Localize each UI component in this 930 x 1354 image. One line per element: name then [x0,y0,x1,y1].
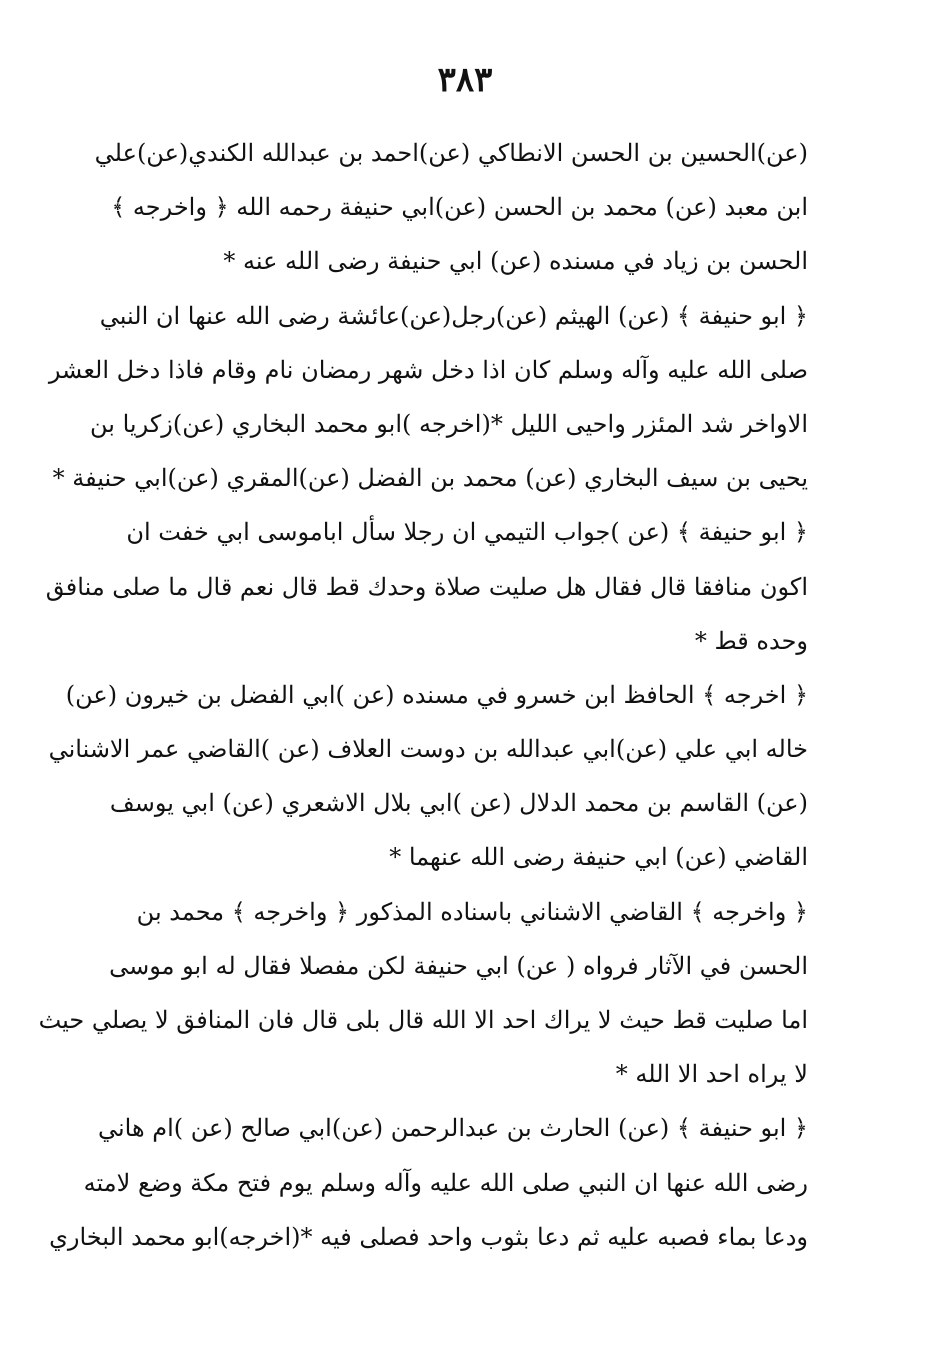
text-line: الاواخر شد المئزر واحيى الليل *(اخرجه )ابو محمد البخاري (عن)زكريا بن [90,409,808,438]
page-number: ٣٨٣ [437,60,493,100]
text-line: ﴿ ابو حنيفة ﴾ (عن )جواب التيمي ان رجلا سأل اباموسى ابي خفت ان [126,518,808,547]
text-line: اما صليت قط حيث لا يراك احد الا الله قال بلى قال فان المنافق لا يصلي حيث [38,1006,808,1034]
text-line: صلى الله عليه وآله وسلم كان اذا دخل شهر رمضان نام وقام فاذا دخل العشر [48,355,808,384]
text-line: خاله ابي علي (عن)ابي عبدالله بن دوست العلاف (عن )القاضي عمر الاشناني [48,735,808,764]
text-line: ﴿ ابو حنيفة ﴾ (عن) الهيثم (عن)رجل(عن)عائشة رضى الله عنها ان النبي [99,301,808,330]
text-line: (عن) القاسم بن محمد الدلال (عن )ابي بلال الاشعري (عن) ابي يوسف [109,789,808,818]
text-line: ﴿ ابو حنيفة ﴾ (عن) الحارث بن عبدالرحمن (عن)ابي صالح (عن )ام هاني [97,1114,808,1143]
text-line: ودعا بماء فصبه عليه ثم دعا بثوب واحد فصلى فيه *(اخرجه)ابو محمد البخاري [49,1222,808,1251]
text-line: وحده قط * [694,626,808,655]
body-text [38,126,808,1264]
text-line: لا يراه احد الا الله * [615,1060,808,1089]
text-line: ﴿ واخرجه ﴾ القاضي الاشناني باسناده المذكور ﴿ واخرجه ﴾ محمد بن [136,897,808,926]
text-line: (عن)الحسين بن الحسن الانطاكي (عن)احمد بن عبدالله الكندي(عن)علي [94,139,808,167]
text-line: ﴿ اخرجه ﴾ الحافظ ابن خسرو في مسنده (عن )ابي الفضل بن خيرون (عن) [65,680,808,709]
text-line: ابن معبد (عن) محمد بن الحسن (عن)ابي حنيفة رحمه الله ﴿ واخرجه ﴾ [111,193,808,222]
text-line: رضى الله عنها ان النبي صلى الله عليه وآله وسلم يوم فتح مكة وضع لامته [83,1168,808,1197]
text-line: اكون منافقا قال فقال هل صليت صلاة وحدك قط قال نعم قال ما صلى منافق [45,572,808,601]
text-line: الحسن في الآثار فرواه ( عن) ابي حنيفة لكن مفصلا فقال له ابو موسى [109,951,808,980]
text-line: القاضي (عن) ابي حنيفة رضى الله عنهما * [389,843,808,872]
text-line: يحيى بن سيف البخاري (عن) محمد بن الفضل (عن)المقري (عن)ابي حنيفة * [52,464,808,493]
text-line: الحسن بن زياد في مسنده (عن) ابي حنيفة رضى الله عنه * [223,247,808,276]
